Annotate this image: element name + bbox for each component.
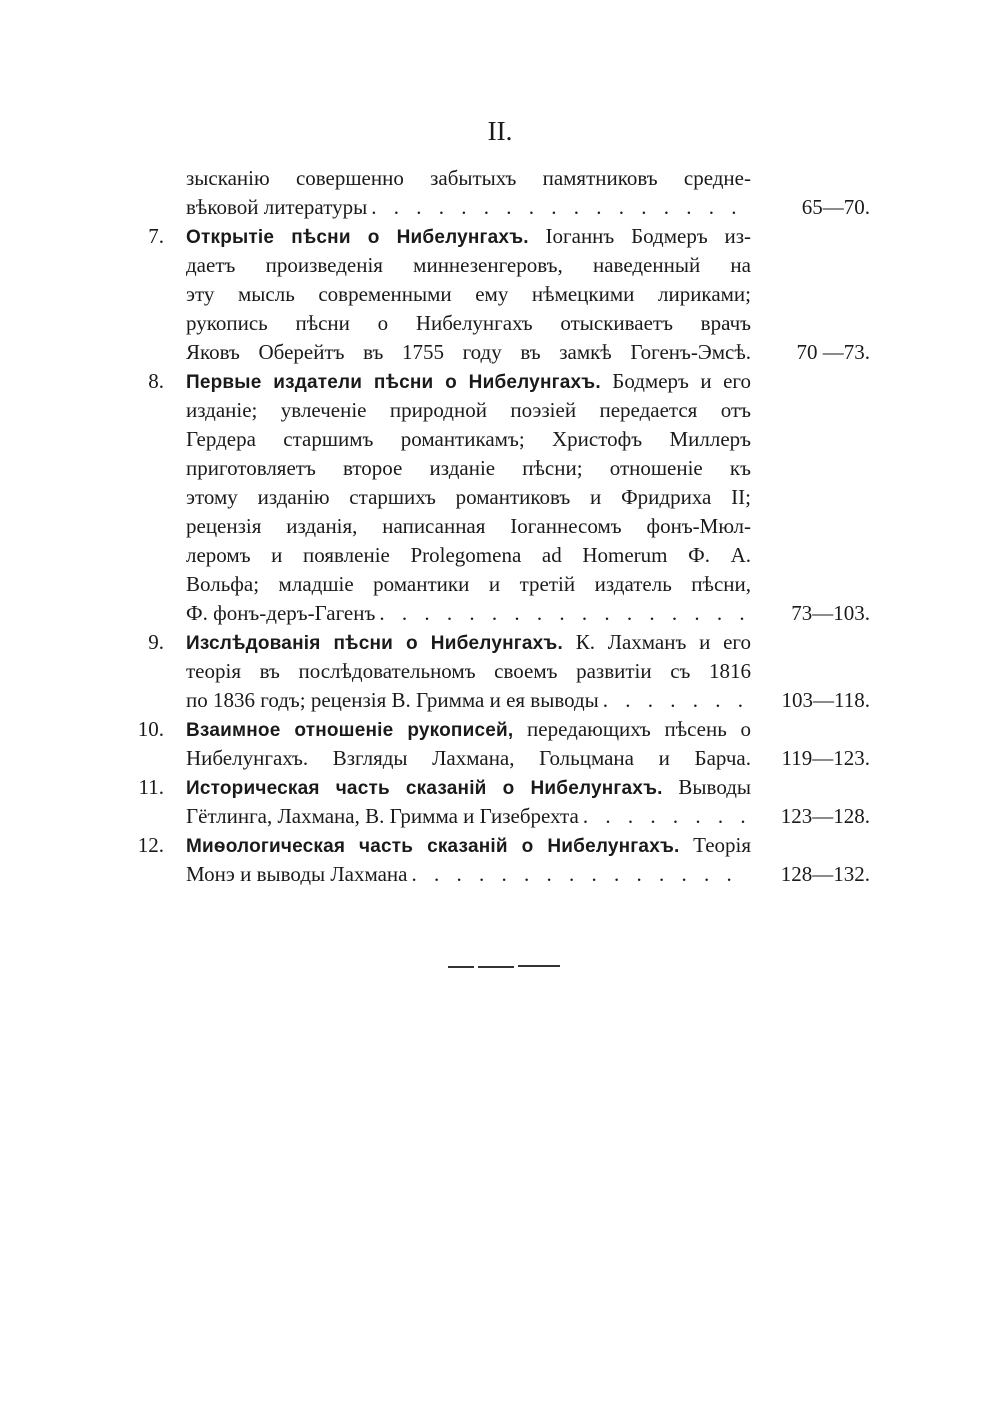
entry-line: теорія въ послѣдовательномъ своемъ развитіи съ 1816	[186, 659, 751, 683]
toc-entry-8	[130, 367, 870, 628]
entry-title: Взаимное отношеніе рукописей,	[186, 720, 514, 741]
entry-line: Вольфа; младшіе романтики и третій издатель пѣсни,	[186, 572, 751, 596]
toc-entry-continuation	[130, 164, 870, 222]
dot-leader	[371, 193, 747, 222]
entry-number: 7.	[148, 224, 164, 248]
entry-pages: 70 —73.	[796, 340, 870, 364]
entry-pages: 73—103.	[791, 601, 870, 625]
end-rule-segment	[448, 966, 474, 968]
entry-number: 12.	[137, 833, 164, 857]
entry-line: изданіе; увлеченіе природной поэзіей передается отъ	[186, 398, 751, 422]
dot-leader	[379, 599, 747, 628]
toc-entry-11	[130, 773, 870, 831]
entry-line: Монэ и выводы Лахмана	[186, 862, 408, 886]
entry-number: 11.	[138, 775, 164, 799]
entry-line: Выводы	[662, 775, 752, 799]
entry-line: Ф. фонъ-деръ-Гагенъ	[186, 601, 376, 625]
end-rule-segment	[518, 965, 560, 967]
entry-pages: 128—132.	[780, 862, 870, 886]
toc-entry-10	[130, 715, 870, 773]
dot-leader	[603, 686, 747, 715]
dot-leader	[411, 860, 747, 889]
entry-line: даетъ произведенія миннезенгеровъ, наведенный на	[186, 253, 751, 277]
entry-title: Миѳологическая часть сказаній о Нибелунгахъ.	[186, 836, 680, 857]
entry-line: Гердера старшимъ романтикамъ; Христофъ Миллеръ	[186, 427, 751, 451]
entry-line: рукопись пѣсни о Нибелунгахъ отыскиваетъ врачъ	[186, 311, 751, 335]
entry-number: 10.	[137, 717, 164, 741]
entry-line: Гётлинга, Лахмана, В. Гримма и Гизебрехта	[186, 804, 579, 828]
end-rule-segment	[478, 966, 514, 968]
entry-title: Изслѣдованія пѣсни о Нибелунгахъ.	[186, 633, 563, 654]
entry-line: Бодмеръ и его	[600, 369, 752, 393]
entry-number: 8.	[148, 369, 164, 393]
entry-title: Историческая часть сказаній о Нибелунгахъ.	[186, 778, 663, 799]
page-number: II.	[487, 116, 513, 146]
toc-entry-7	[130, 222, 870, 367]
entry-line: леромъ и появленіе Prolegomena ad Homerum Ф. А.	[186, 543, 751, 567]
entry-line: зысканію совершенно забытыхъ памятниковъ средне-	[186, 166, 751, 190]
entry-line: Яковъ Оберейтъ въ 1755 году въ замкѣ Гогенъ-Эмсѣ.	[186, 340, 751, 364]
table-of-contents	[130, 164, 870, 889]
entry-line: Іоганнъ Бодмеръ из-	[528, 224, 751, 248]
entry-title: Открытіе пѣсни о Нибелунгахъ.	[186, 227, 529, 248]
entry-pages: 119—123.	[781, 746, 870, 770]
entry-line: эту мысль современными ему нѣмецкими лириками;	[186, 282, 751, 306]
entry-line: приготовляетъ второе изданіе пѣсни; отношеніе къ	[186, 456, 751, 480]
entry-line: этому изданію старшихъ романтиковъ и Фридриха II;	[186, 485, 751, 509]
toc-entry-12	[130, 831, 870, 889]
entry-pages: 65—70.	[801, 195, 870, 219]
toc-entry-9	[130, 628, 870, 715]
entry-line: передающихъ пѣсень о	[513, 717, 751, 741]
entry-line: вѣковой литературы	[186, 195, 368, 219]
entry-line: К. Лахманъ и его	[562, 630, 751, 654]
entry-line: рецензія изданія, написанная Іоганнесомъ фонъ-Мюл-	[186, 514, 751, 538]
entry-pages: 123—128.	[780, 804, 870, 828]
entry-number: 9.	[148, 630, 164, 654]
entry-line: Нибелунгахъ. Взгляды Лахмана, Гольцмана и Барча.	[186, 746, 751, 770]
entry-pages: 103—118.	[781, 688, 870, 712]
entry-line: по 1836 годъ; рецензія В. Гримма и ея выводы	[186, 688, 599, 712]
entry-title: Первые издатели пѣсни о Нибелунгахъ.	[186, 372, 601, 393]
entry-line: Теорія	[679, 833, 752, 857]
dot-leader	[583, 802, 747, 831]
